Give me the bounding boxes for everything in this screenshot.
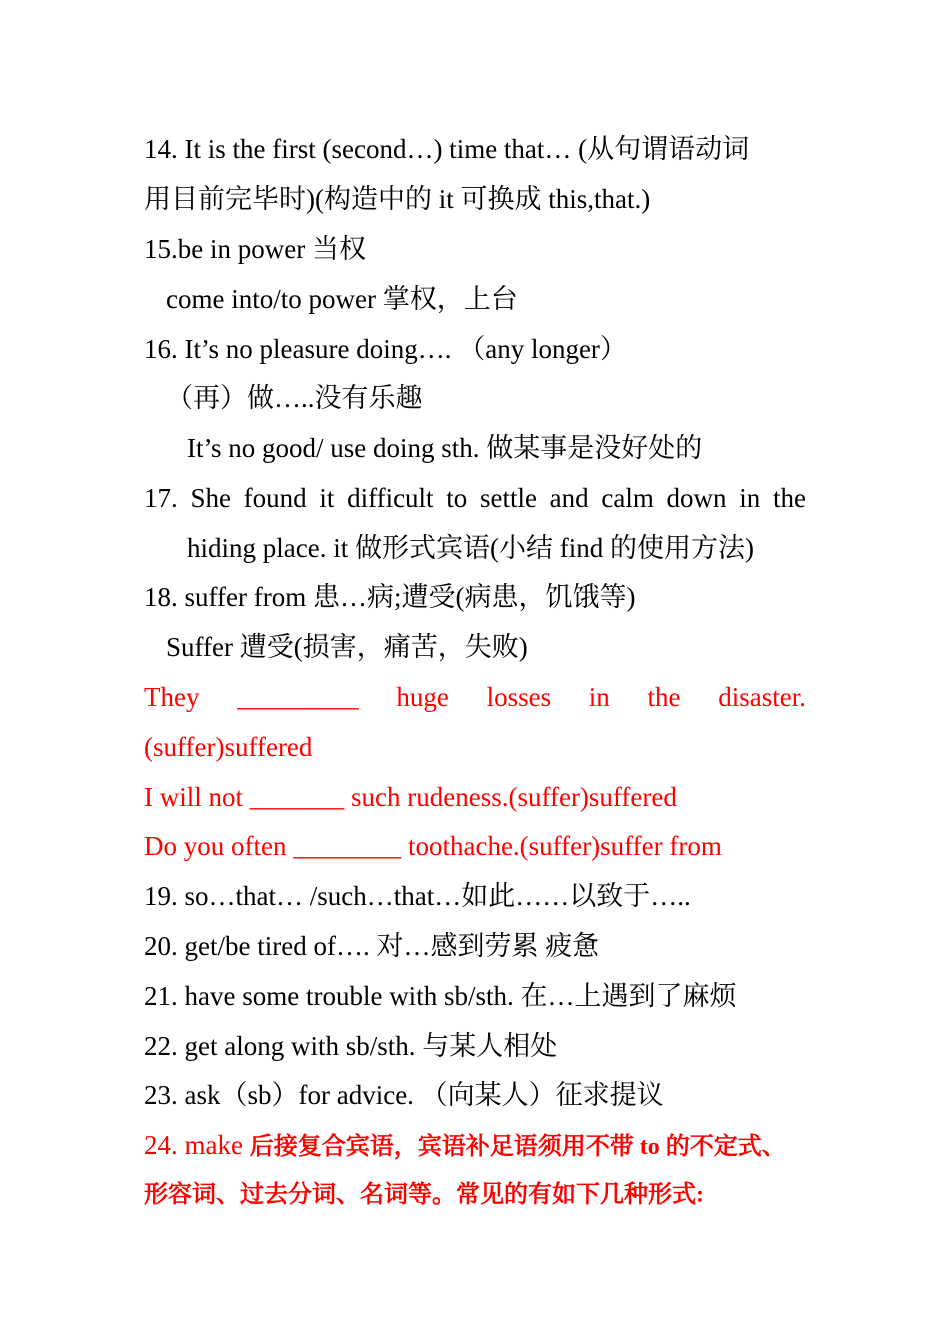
word: the <box>647 682 681 712</box>
word: down <box>666 483 727 513</box>
item-21: 21. have some trouble with sb/sth. 在…上遇到了麻烦 <box>144 981 737 1011</box>
item-17-line-2: hiding place. it 做形式宾语(小结 find 的使用方法) <box>187 533 754 563</box>
word: disaster. <box>718 682 806 712</box>
item-14-line-2: 用目前完毕时)(构造中的 it 可换成 this,that.) <box>144 184 651 214</box>
item-14-line-1: 14. It is the first (second…) time that… (从句谓语动词 <box>144 134 750 164</box>
item-22: 22. get along with sb/sth. 与某人相处 <box>144 1031 558 1061</box>
item-24-line-1 <box>144 1128 806 1164</box>
item-24-rule: 后接复合宾语，宾语补足语须用不带 to 的不定式、 <box>249 1134 786 1160</box>
item-16-line-2: （再）做…..没有乐趣 <box>166 383 423 413</box>
word: 17. <box>144 483 178 513</box>
item-16-line-3: It’s no good/ use doing sth. 做某事是没好处的 <box>187 433 703 463</box>
word: She <box>190 483 231 513</box>
word: found <box>243 483 307 513</box>
exercise-1-line-1 <box>144 680 806 714</box>
item-24-lead: 24. make <box>144 1130 250 1160</box>
item-23: 23. ask（sb）for advice. （向某人）征求提议 <box>144 1080 664 1110</box>
word: and <box>549 483 589 513</box>
item-19: 19. so…that… /such…that…如此……以致于….. <box>144 881 691 911</box>
item-16-line-1: 16. It’s no pleasure doing…. （any longer） <box>144 334 627 364</box>
item-17-line-1 <box>144 481 806 515</box>
item-18-line-1: 18. suffer from 患…病;遭受(病患，饥饿等) <box>144 582 636 612</box>
word: the <box>772 483 806 513</box>
word: to <box>446 483 468 513</box>
word: losses <box>486 682 552 712</box>
word: They <box>144 682 200 712</box>
item-24-line-2: 形容词、过去分词、名词等。常见的有如下几种形式: <box>144 1182 704 1208</box>
word: settle <box>479 483 537 513</box>
word: huge <box>396 682 449 712</box>
exercise-1-answer: (suffer)suffered <box>144 732 313 762</box>
exercise-3: Do you often ________ toothache.(suffer)suffer from <box>144 831 722 861</box>
blank: _________ <box>237 682 359 712</box>
word: in <box>739 483 761 513</box>
item-18-line-2: Suffer 遭受(损害，痛苦，失败) <box>166 632 528 662</box>
word: in <box>588 682 610 712</box>
item-15-line-1: 15.be in power 当权 <box>144 234 366 264</box>
word: it <box>319 483 335 513</box>
item-20: 20. get/be tired of…. 对…感到劳累 疲惫 <box>144 931 600 961</box>
exercise-2: I will not _______ such rudeness.(suffer)suffered <box>144 782 677 812</box>
word: calm <box>601 483 654 513</box>
word: difficult <box>347 483 434 513</box>
item-15-line-2: come into/to power 掌权，上台 <box>166 284 518 314</box>
